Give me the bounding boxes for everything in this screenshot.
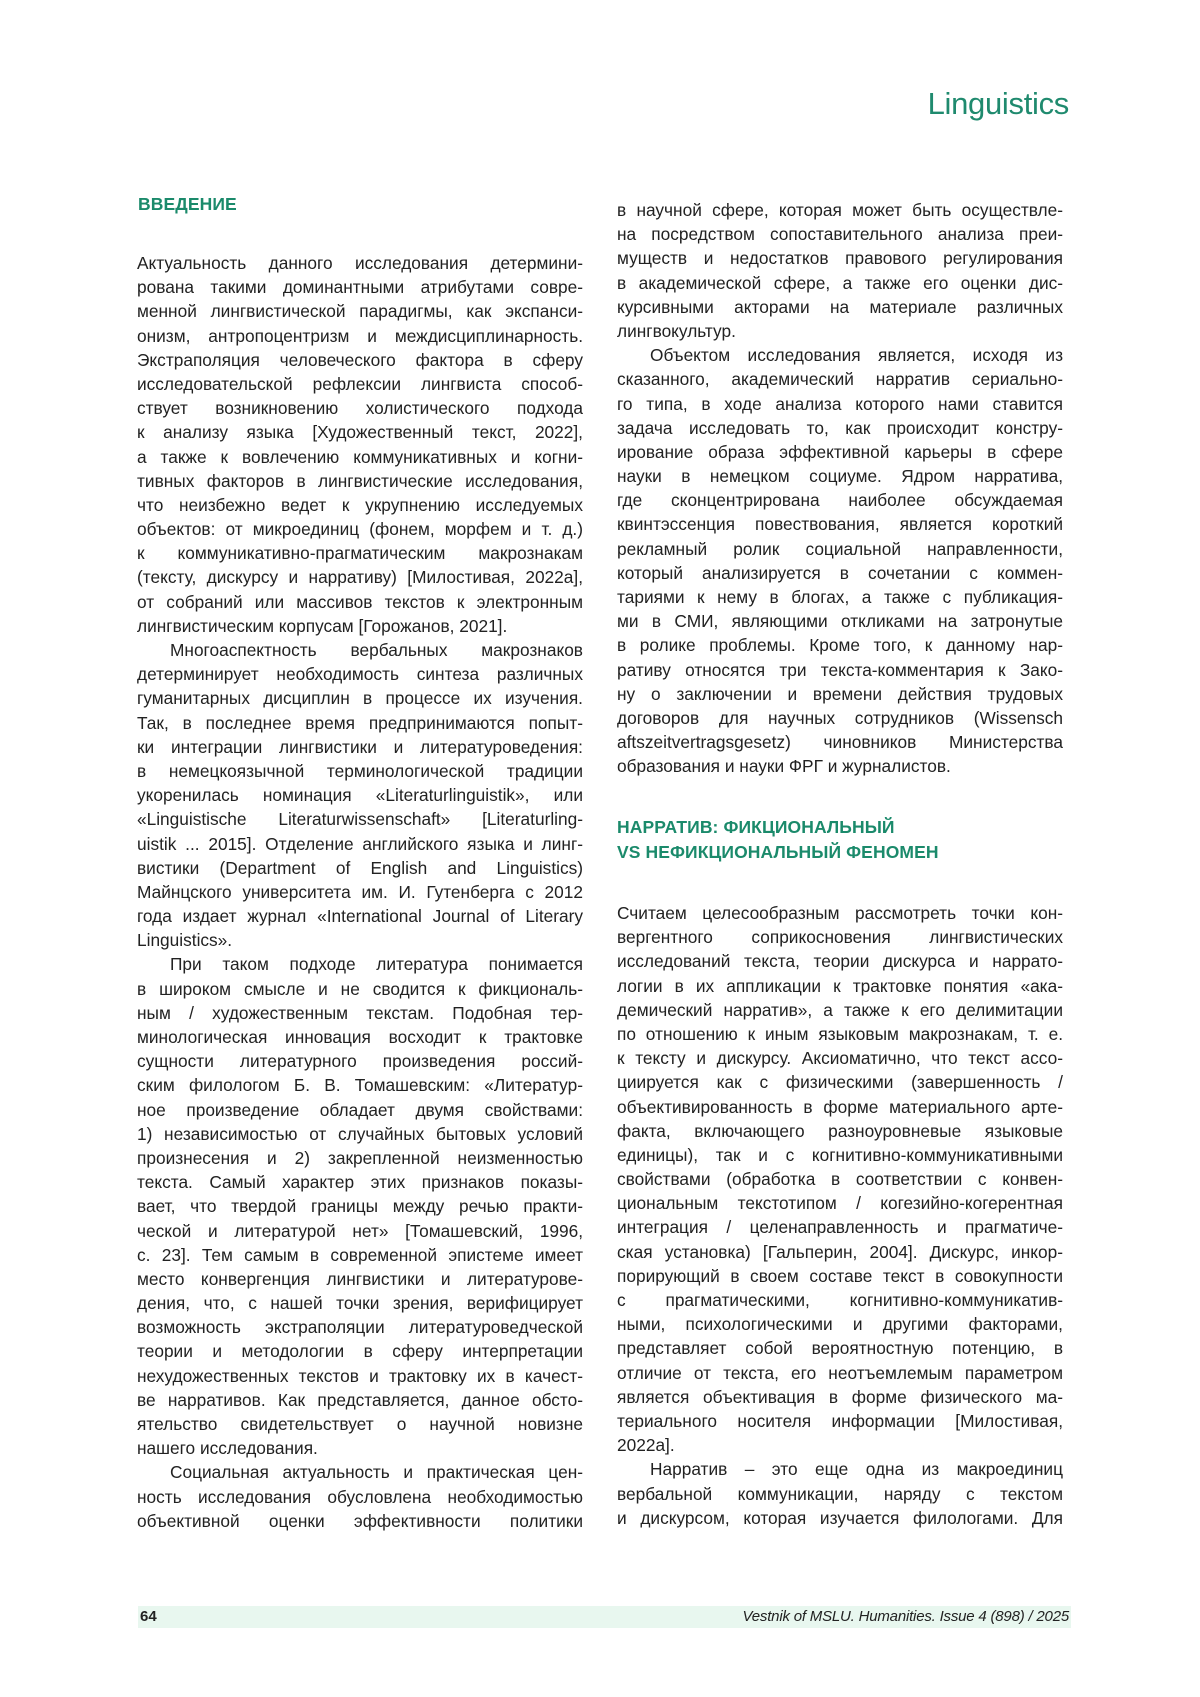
- text-line: с. 23]. Тем самым в современной эпистеме имеет: [137, 1243, 583, 1267]
- heading-narrative: [617, 815, 939, 865]
- text-line: образования и науки ФРГ и журналистов.: [617, 754, 1063, 778]
- text-line: в академической сфере, а также его оценки дис-: [617, 271, 1063, 295]
- paragraph: [617, 198, 1063, 343]
- text-line: отличие от текста, его неотъемлемым параметром: [617, 1361, 1063, 1385]
- text-line: ятельство свидетельствует о научной новизне: [137, 1412, 583, 1436]
- text-line: ративу относятся три текста-комментария к Зако-: [617, 658, 1063, 682]
- paragraph: [137, 1460, 583, 1533]
- text-line: интеграция / целенаправленность и прагматиче-: [617, 1215, 1063, 1239]
- text-line: к тексту и дискурсу. Аксиоматично, что текст ассо-: [617, 1046, 1063, 1070]
- text-line: тариями к нему в блогах, а также с публикация-: [617, 585, 1063, 609]
- text-line: текста. Самый характер этих признаков показы-: [137, 1170, 583, 1194]
- text-line: Актуальность данного исследования детермини-: [137, 251, 583, 275]
- text-line: Экстраполяция человеческого фактора в сферу: [137, 348, 583, 372]
- text-line: ность исследования обусловлена необходимостью: [137, 1485, 583, 1509]
- text-line: где сконцентрирована наиболее обсуждаемая: [617, 488, 1063, 512]
- text-line: вербальной коммуникации, наряду с текстом: [617, 1482, 1063, 1506]
- text-line: дения, что, с нашей точки зрения, верифицирует: [137, 1291, 583, 1315]
- paragraph: [137, 638, 583, 952]
- text-line: «Linguistische Literaturwissenschaft» [Literaturling-: [137, 807, 583, 831]
- text-line: рована такими доминантными атрибутами совре-: [137, 275, 583, 299]
- paragraph: [137, 952, 583, 1460]
- text-line: циональным текстотипом / когезийно-когерентная: [617, 1191, 1063, 1215]
- text-line: циируется как с физическими (завершенность /: [617, 1070, 1063, 1094]
- text-line: и дискурсом, которая изучается филологами. Для: [617, 1506, 1063, 1530]
- text-line: свойствами (обработка в соответствии с конвен-: [617, 1167, 1063, 1191]
- text-line: договоров для научных сотрудников (Wissensch: [617, 706, 1063, 730]
- text-line: тивных факторов в лингвистические исследования,: [137, 469, 583, 493]
- text-line: ская установка) [Гальперин, 2004]. Дискурс, инкор-: [617, 1240, 1063, 1264]
- heading-line: НАРРАТИВ: ФИКЦИОНАЛЬНЫЙ: [617, 815, 939, 840]
- text-line: который анализируется в сочетании с коммен-: [617, 561, 1063, 585]
- text-line: произнесения и 2) закрепленной неизменностью: [137, 1146, 583, 1170]
- text-line: ми в СМИ, являющими откликами на затронутые: [617, 609, 1063, 633]
- heading-introduction: ВВЕДЕНИЕ: [138, 192, 237, 217]
- text-line: ирование образа эффективной карьеры в сфере: [617, 440, 1063, 464]
- text-line: задача исследовать то, как происходит констру-: [617, 416, 1063, 440]
- text-line: Linguistics».: [137, 928, 583, 952]
- text-line: представляет собой вероятностную потенцию, в: [617, 1336, 1063, 1360]
- text-line: Считаем целесообразным рассмотреть точки кон-: [617, 901, 1063, 925]
- right-column: [617, 198, 1063, 779]
- text-line: ным / художественным текстам. Подобная тер-: [137, 1001, 583, 1025]
- text-line: порирующий в своем составе текст в совокупности: [617, 1264, 1063, 1288]
- text-line: uistik ... 2015]. Отделение английского языка и линг-: [137, 832, 583, 856]
- text-line: укоренилась номинация «Literaturlinguistik», или: [137, 783, 583, 807]
- paragraph: [137, 251, 583, 638]
- text-line: объектов: от микроединиц (фонем, морфем и т. д.): [137, 517, 583, 541]
- text-line: курсивными акторами на материале различных: [617, 295, 1063, 319]
- text-line: Социальная актуальность и практическая цен-: [137, 1460, 583, 1484]
- text-line: При таком подходе литература понимается: [137, 952, 583, 976]
- text-line: нашего исследования.: [137, 1436, 583, 1460]
- text-line: от собраний или массивов текстов к электронным: [137, 590, 583, 614]
- text-line: 1) независимостью от случайных бытовых условий: [137, 1122, 583, 1146]
- left-column: [137, 251, 583, 1533]
- text-line: ствует возникновению холистического подхода: [137, 396, 583, 420]
- text-line: aftszeitvertragsgesetz) чиновников Министерства: [617, 730, 1063, 754]
- text-line: гуманитарных дисциплин в процессе их изучения.: [137, 686, 583, 710]
- text-line: онизм, антропоцентризм и междисциплинарность.: [137, 324, 583, 348]
- text-line: Объектом исследования является, исходя из: [617, 343, 1063, 367]
- text-line: минологическая инновация восходит к трактовке: [137, 1025, 583, 1049]
- text-line: в научной сфере, которая может быть осуществле-: [617, 198, 1063, 222]
- text-line: на посредством сопоставительного анализа преи-: [617, 222, 1063, 246]
- text-line: ческой и литературой нет» [Томашевский, 1996,: [137, 1219, 583, 1243]
- text-line: к анализу языка [Художественный текст, 2022],: [137, 420, 583, 444]
- text-line: ским филологом Б. В. Томашевским: «Литератур-: [137, 1073, 583, 1097]
- text-line: в ролике проблемы. Кроме того, к данному нар-: [617, 633, 1063, 657]
- text-line: Нарратив – это еще одна из макроединиц: [617, 1457, 1063, 1481]
- text-line: лингвистическим корпусам [Горожанов, 2021].: [137, 614, 583, 638]
- page-number: 64: [140, 1608, 157, 1625]
- text-line: года издает журнал «International Journal of Literary: [137, 904, 583, 928]
- text-line: с прагматическими, когнитивно-коммуникатив-: [617, 1288, 1063, 1312]
- text-line: вистики (Department of English and Linguistics): [137, 856, 583, 880]
- text-line: по отношению к иным языковым макрознакам, т. е.: [617, 1022, 1063, 1046]
- text-line: исследовательской рефлексии лингвиста способ-: [137, 372, 583, 396]
- text-line: исследований текста, теории дискурса и наррато-: [617, 949, 1063, 973]
- text-line: возможность экстраполяции литературоведческой: [137, 1315, 583, 1339]
- text-line: объективной оценки эффективности политики: [137, 1509, 583, 1533]
- text-line: является объективация в форме физического ма-: [617, 1385, 1063, 1409]
- text-line: в немецкоязычной терминологической традиции: [137, 759, 583, 783]
- text-line: менной лингвистической парадигмы, как экспанси-: [137, 299, 583, 323]
- text-line: место конвергенция лингвистики и литературове-: [137, 1267, 583, 1291]
- text-line: единицы), так и с когнитивно-коммуникативными: [617, 1143, 1063, 1167]
- right-column-section2: [617, 901, 1063, 1530]
- text-line: ными, психологическими и другими факторами,: [617, 1312, 1063, 1336]
- text-line: сказанного, академический нарратив сериально-: [617, 367, 1063, 391]
- text-line: науки в немецком социуме. Ядром нарратива,: [617, 464, 1063, 488]
- text-line: ное произведение обладает двумя свойствами:: [137, 1098, 583, 1122]
- text-line: ки интеграции лингвистики и литературоведения:: [137, 735, 583, 759]
- text-line: муществ и недостатков правового регулирования: [617, 246, 1063, 270]
- text-line: го типа, в ходе анализа которого нами ставится: [617, 392, 1063, 416]
- text-line: лингвокультур.: [617, 319, 1063, 343]
- paragraph: [617, 901, 1063, 1457]
- text-line: а также к вовлечению коммуникативных и когни-: [137, 445, 583, 469]
- text-line: объективированность в форме материального арте-: [617, 1095, 1063, 1119]
- text-line: в широком смысле и не сводится к фикциональ-: [137, 977, 583, 1001]
- text-line: ну о заключении и времени действия трудовых: [617, 682, 1063, 706]
- text-line: вергентного соприкосновения лингвистических: [617, 925, 1063, 949]
- text-line: вает, что твердой границы между речью практи-: [137, 1194, 583, 1218]
- text-line: логии в их аппликации к трактовке понятия «ака-: [617, 974, 1063, 998]
- text-line: детерминирует необходимость синтеза различных: [137, 662, 583, 686]
- text-line: 2022а].: [617, 1433, 1063, 1457]
- text-line: Многоаспектность вербальных макрознаков: [137, 638, 583, 662]
- text-line: рекламный ролик социальной направленности,: [617, 537, 1063, 561]
- section-label: Linguistics: [928, 86, 1069, 122]
- footer: [138, 1606, 1071, 1628]
- text-line: Так, в последнее время предпринимаются попыт-: [137, 711, 583, 735]
- text-line: что неизбежно ведет к укрупнению исследуемых: [137, 493, 583, 517]
- paragraph: [617, 343, 1063, 778]
- heading-line: VS НЕФИКЦИОНАЛЬНЫЙ ФЕНОМЕН: [617, 840, 939, 865]
- text-line: Майнцского университета им. И. Гутенберга с 2012: [137, 880, 583, 904]
- text-line: териального носителя информации [Милостивая,: [617, 1409, 1063, 1433]
- text-line: (тексту, дискурсу и нарративу) [Милостивая, 2022а],: [137, 565, 583, 589]
- text-line: факта, включающего разноуровневые языковые: [617, 1119, 1063, 1143]
- text-line: квинтэссенция повествования, является короткий: [617, 512, 1063, 536]
- text-line: нехудожественных текстов и трактовку их в качест-: [137, 1364, 583, 1388]
- text-line: теории и методологии в сферу интерпретации: [137, 1339, 583, 1363]
- text-line: к коммуникативно-прагматическим макрознакам: [137, 541, 583, 565]
- journal-title: Vestnik of MSLU. Humanities. Issue 4 (898) / 2025: [743, 1608, 1069, 1625]
- text-line: ве нарративов. Как представляется, данное обсто-: [137, 1388, 583, 1412]
- text-line: сущности литературного произведения россий-: [137, 1049, 583, 1073]
- paragraph: [617, 1457, 1063, 1530]
- text-line: демический нарратив», а также к его делимитации: [617, 998, 1063, 1022]
